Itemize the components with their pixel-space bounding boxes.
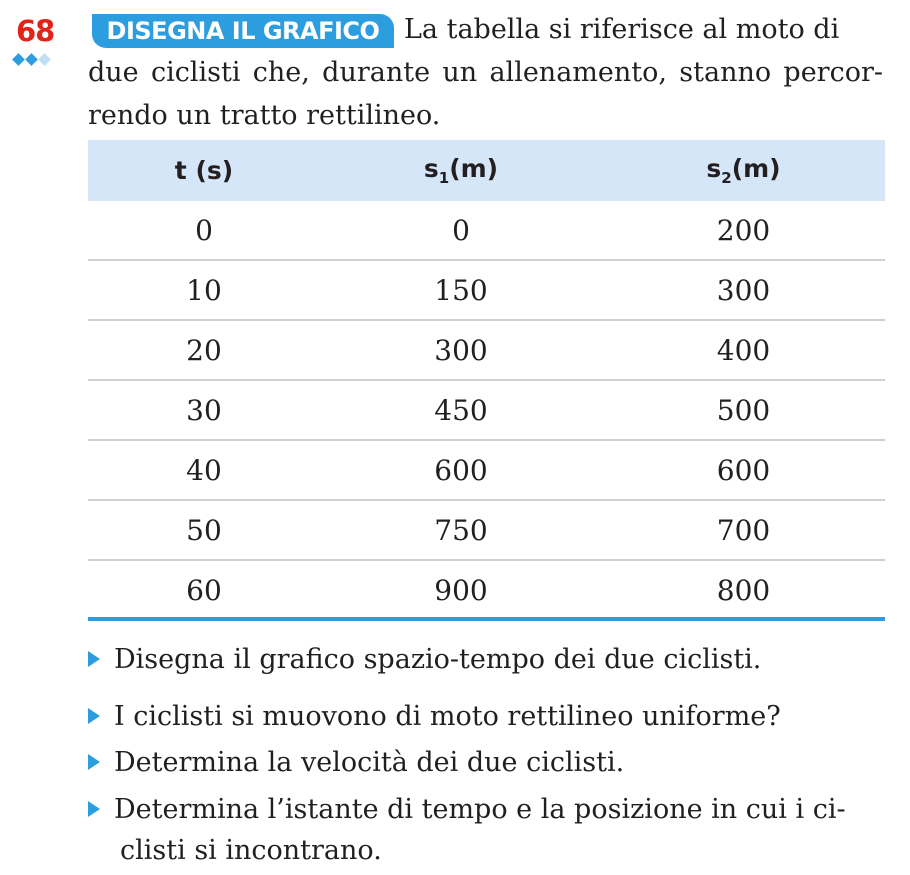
header-time: t (s)	[88, 140, 320, 201]
exercise-number: 68	[16, 14, 55, 48]
table-row	[88, 500, 885, 560]
cell-s1: 150	[320, 260, 602, 320]
cell-s1: 900	[434, 573, 488, 607]
cell-time: 60	[186, 573, 222, 607]
table-header-row	[88, 140, 885, 201]
question-item: Disegna il grafico spazio-tempo dei due ciclisti.	[88, 638, 883, 681]
cell-s2: 600	[602, 440, 885, 500]
table-bottom-rule	[88, 617, 885, 621]
table-row	[88, 201, 885, 260]
intro-line-1: La tabella si riferisce al moto di	[404, 14, 840, 45]
difficulty-diamond-icon	[12, 53, 25, 66]
cell-s2: 200	[602, 201, 885, 260]
cell-s1: 450	[320, 380, 602, 440]
cell-s2: 500	[602, 380, 885, 440]
data-table	[88, 140, 885, 619]
table-row	[88, 380, 885, 440]
cell-s1: 300	[320, 320, 602, 380]
question-item: I ciclisti si muovono di moto rettilineo uniforme?	[88, 695, 883, 738]
table-row	[88, 320, 885, 380]
cell-time: 50	[88, 500, 320, 560]
bullet-triangle-icon	[88, 708, 100, 724]
cell-time: 0	[88, 201, 320, 260]
bullet-triangle-icon	[88, 651, 100, 667]
bullet-triangle-icon	[88, 754, 100, 770]
table-row	[88, 440, 885, 500]
intro-rest: due ciclisti che, durante un allenamento, stanno percor-rendo un tratto rettilineo.	[88, 57, 883, 131]
header-s2: $s_2(m)$	[602, 140, 885, 201]
table-row	[88, 260, 885, 320]
cell-s2: 700	[602, 500, 885, 560]
cell-s1: 750	[320, 500, 602, 560]
cell-time: 30	[88, 380, 320, 440]
bullet-triangle-icon	[88, 801, 100, 817]
cell-s1: 600	[320, 440, 602, 500]
cell-time: 20	[88, 320, 320, 380]
cell-s2: 300	[602, 260, 885, 320]
difficulty-diamond-icon	[25, 53, 38, 66]
cell-time: 40	[88, 440, 320, 500]
question-item: Determina l’istante di tempo e la posizione in cui i ci- clisti si incontrano.	[88, 788, 883, 872]
cell-s2: 800	[716, 573, 771, 607]
question-item: Determina la velocità dei due ciclisti.	[88, 741, 883, 784]
table-row	[88, 560, 885, 619]
cell-time: 10	[88, 260, 320, 320]
header-s1: $s_1(m)$	[320, 140, 602, 201]
cell-s1: 0	[320, 201, 602, 260]
cell-s2: 400	[602, 320, 885, 380]
exercise-type-badge: DISEGNA IL GRAFICO	[92, 14, 394, 48]
difficulty-diamond-icon	[38, 53, 51, 66]
